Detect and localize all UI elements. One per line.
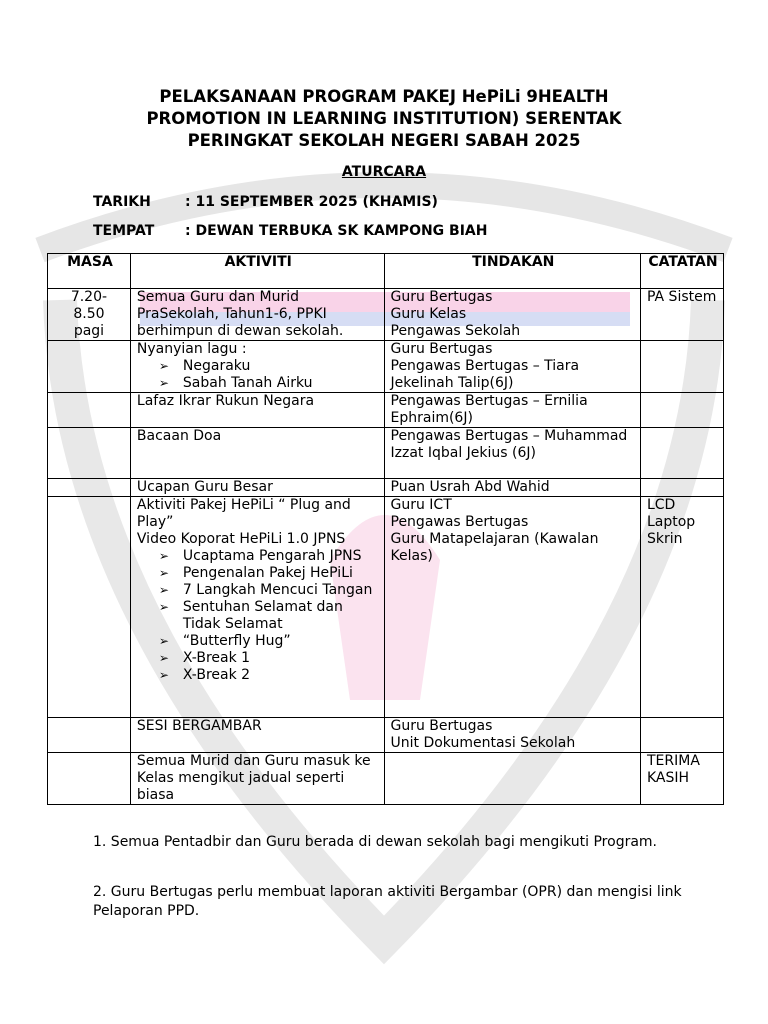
cell-tindakan — [384, 289, 640, 341]
aktiviti-text: Semua Murid dan Guru masuk ke Kelas mengikut jadual seperti biasa — [136, 753, 371, 803]
tindakan-text: Pengawas Bertugas – Ernilia Ephraim(6J) — [390, 393, 588, 426]
date-value: : 11 SEPTEMBER 2025 (KHAMIS) — [185, 194, 438, 210]
catatan-text: Laptop — [646, 514, 696, 530]
cell-aktiviti — [130, 393, 384, 428]
tindakan-text: Guru ICT — [390, 497, 452, 513]
cell-catatan — [640, 497, 723, 718]
cell-masa: 7.20- 8.50 pagi — [48, 289, 131, 341]
catatan-text: LCD — [646, 497, 676, 513]
cell-tindakan — [384, 718, 640, 753]
aktiviti-text: SESI BERGAMBAR — [136, 718, 262, 734]
tindakan-text: Guru Bertugas — [390, 718, 493, 734]
cell-catatan — [640, 479, 723, 497]
bullet-item: ➢ Sabah Tanah Airku — [159, 375, 380, 392]
aktiviti-text: Ucapan Guru Besar — [136, 479, 273, 495]
cell-aktiviti — [130, 479, 384, 497]
note-1: 1. Semua Pentadbir dan Guru berada di dewan sekolah bagi mengikuti Program. — [93, 834, 657, 850]
bullet-item: ➢ Negaraku — [159, 358, 380, 375]
title-line: PELAKSANAAN PROGRAM PAKEJ HePiLi 9HEALTH — [159, 87, 609, 106]
bullet-list — [137, 358, 380, 392]
bullet-item: ➢ Sentuhan Selamat dan Tidak Selamat — [159, 599, 380, 633]
table-row — [48, 479, 724, 497]
cell-masa — [48, 479, 131, 497]
tindakan-text: Puan Usrah Abd Wahid — [390, 479, 550, 495]
tindakan-text: Pengawas Bertugas – Muhammad Izzat Iqbal Jekius (6J) — [390, 428, 628, 461]
tindakan-text: Guru Matapelajaran (Kawalan Kelas) — [390, 531, 599, 564]
table-header-row — [48, 254, 724, 289]
bullet-item: ➢ X-Break 1 — [159, 650, 380, 667]
header-tindakan: TINDAKAN — [384, 254, 640, 289]
tindakan-text: Unit Dokumentasi Sekolah — [390, 735, 576, 751]
cell-tindakan — [384, 428, 640, 479]
aktiviti-text: Lafaz Ikrar Rukun Negara — [136, 393, 315, 409]
cell-masa — [48, 428, 131, 479]
bullet-item: ➢ Ucaptama Pengarah JPNS — [159, 548, 380, 565]
aktiviti-text: Video Koporat HePiLi 1.0 JPNS — [136, 531, 346, 547]
tindakan-text: Guru Kelas — [390, 306, 467, 322]
cell-tindakan — [384, 479, 640, 497]
tindakan-text: Guru Bertugas — [390, 289, 493, 305]
bullet-list — [137, 548, 380, 684]
cell-aktiviti — [130, 497, 384, 718]
cell-catatan — [640, 289, 723, 341]
table-row — [48, 428, 724, 479]
cell-catatan — [640, 428, 723, 479]
tindakan-text: Pengawas Bertugas – Tiara Jekelinah Talip(6J) — [390, 358, 580, 391]
aktiviti-text: Aktiviti Pakej HePiLi “ Plug and Play” — [136, 497, 351, 530]
tindakan-text: Pengawas Sekolah — [390, 323, 521, 339]
cell-aktiviti — [130, 289, 384, 341]
cell-aktiviti — [130, 341, 384, 393]
cell-tindakan — [384, 341, 640, 393]
table-row — [48, 753, 724, 805]
table-row — [48, 341, 724, 393]
tindakan-text: Guru Bertugas — [390, 341, 493, 357]
catatan-text: TERIMA KASIH — [646, 753, 700, 786]
note-2: 2. Guru Bertugas perlu membuat laporan aktiviti Bergambar (OPR) dan mengisi link Pelaporan PPD. — [93, 884, 682, 919]
cell-aktiviti — [130, 428, 384, 479]
aktiviti-text: Semua Guru dan Murid PraSekolah, Tahun1-6, PPKI berhimpun di dewan sekolah. — [136, 289, 344, 339]
cell-catatan — [640, 393, 723, 428]
header-catatan: CATATAN — [640, 254, 723, 289]
date-label: TARIKH — [93, 194, 151, 210]
section-heading: ATURCARA — [341, 164, 427, 180]
cell-catatan — [640, 753, 723, 805]
cell-tindakan — [384, 393, 640, 428]
cell-masa — [48, 753, 131, 805]
cell-masa — [48, 718, 131, 753]
catatan-text: Skrin — [646, 531, 683, 547]
catatan-text: PA Sistem — [646, 289, 717, 305]
cell-masa — [48, 497, 131, 718]
table-row — [48, 289, 724, 341]
aktiviti-text: Nyanyian lagu : — [136, 341, 247, 357]
venue-row — [93, 223, 487, 239]
cell-catatan — [640, 341, 723, 393]
bullet-item: ➢ X-Break 2 — [159, 667, 380, 684]
date-row — [93, 194, 438, 210]
aktiviti-text: Bacaan Doa — [136, 428, 222, 444]
tindakan-text: Pengawas Bertugas — [390, 514, 529, 530]
table-row — [48, 393, 724, 428]
bullet-item: ➢ Pengenalan Pakej HePiLi — [159, 565, 380, 582]
title-line: PROMOTION IN LEARNING INSTITUTION) SERENTAK — [146, 109, 622, 128]
cell-catatan — [640, 718, 723, 753]
title-line: PERINGKAT SEKOLAH NEGERI SABAH 2025 — [187, 131, 581, 150]
table-row — [48, 497, 724, 718]
schedule-table — [47, 253, 724, 805]
cell-aktiviti — [130, 718, 384, 753]
venue-value: : DEWAN TERBUKA SK KAMPONG BIAH — [185, 223, 488, 239]
cell-masa — [48, 341, 131, 393]
header-aktiviti: AKTIVITI — [130, 254, 384, 289]
header-masa: MASA — [48, 254, 131, 289]
bullet-item: ➢ “Butterfly Hug” — [159, 633, 380, 650]
cell-tindakan — [384, 753, 640, 805]
venue-label: TEMPAT — [93, 223, 155, 239]
bullet-item: ➢ 7 Langkah Mencuci Tangan — [159, 582, 380, 599]
cell-aktiviti — [130, 753, 384, 805]
document-title — [60, 86, 708, 152]
cell-tindakan — [384, 497, 640, 718]
table-row — [48, 718, 724, 753]
cell-masa — [48, 393, 131, 428]
